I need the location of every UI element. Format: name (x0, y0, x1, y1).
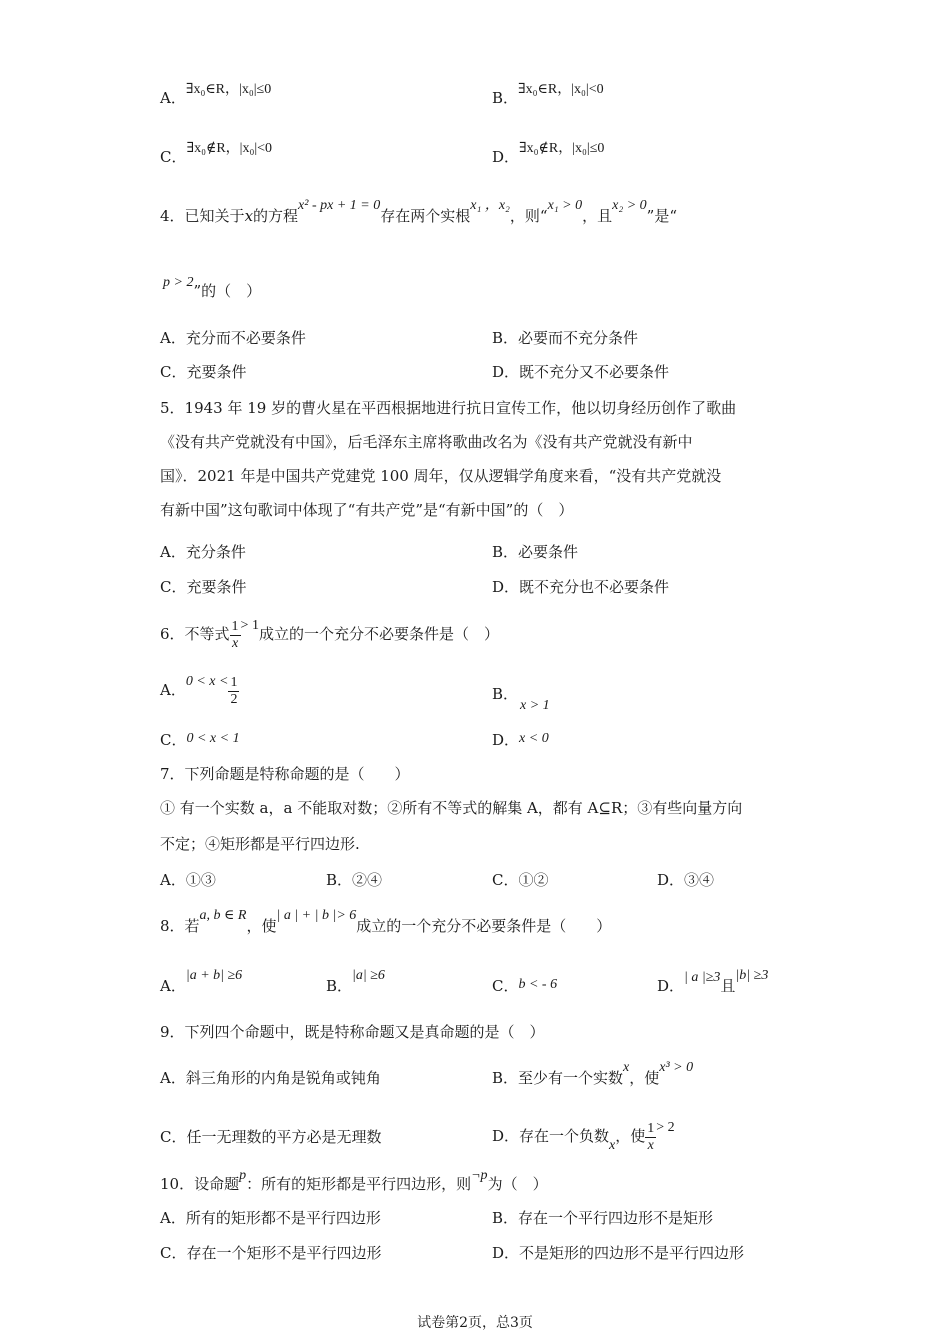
q9-option-a[interactable]: A．斜三角形的内角是锐角或钝角 (160, 1069, 381, 1087)
q9-option-b-x: x (623, 1060, 630, 1075)
q3-option-d[interactable] (492, 141, 605, 169)
q6-option-c-expr: 0 < x < 1 (186, 731, 240, 746)
q3-option-a[interactable] (160, 82, 272, 110)
q3-option-c-text: C． (160, 148, 187, 166)
q10-p: p (239, 1168, 247, 1183)
q6-option-c[interactable] (160, 730, 240, 752)
q4-text-7: ”的（ ） (193, 282, 262, 300)
q4-text-3: 存在两个实根 (380, 207, 471, 225)
q8-option-d-expr-1: | a |≥3 (684, 970, 721, 985)
q4-cond-2: x₂ > 0 (612, 198, 647, 213)
q7-statements-2: 不定；④矩形都是平行四边形. (160, 835, 360, 853)
q5-option-c[interactable]: C．充要条件 (160, 578, 247, 596)
q9-option-b[interactable] (492, 1060, 694, 1090)
q6-fraction (230, 619, 241, 652)
q8-cond: a, b ∈ R (199, 908, 247, 923)
q7-stem: 7．下列命题是特称命题的是（ ） (160, 765, 410, 783)
q8-option-b-expr: |a| ≥6 (352, 968, 385, 983)
q7-option-a[interactable]: A．①③ (160, 871, 216, 889)
q5-line-2: 《没有共产党就没有中国》，后毛泽东主席将歌曲改名为《没有共产党就没有新中 (160, 433, 693, 451)
q4-cond-3: p > 2 (163, 275, 194, 290)
q10-number: 10．设命题 (160, 1175, 240, 1193)
q6-stem (160, 614, 499, 656)
q6-option-b-label: B． (492, 685, 519, 703)
q6-option-a-expr: 0 < x < (185, 674, 229, 689)
q9-option-b-text: B．至少有一个实数 (492, 1069, 624, 1087)
q10-not-p: ¬p (471, 1168, 488, 1183)
q8-option-c-expr: b < - 6 (518, 977, 558, 992)
q10-text-1: ：所有的矩形都是平行四边形，则 (246, 1175, 472, 1193)
q4-text-2: 的方程 (253, 207, 299, 225)
q6-option-b-expr-wrap (520, 694, 550, 716)
q9-option-c[interactable]: C．任一无理数的平方必是无理数 (160, 1128, 382, 1146)
q4-equation: x² - px + 1 = 0 (298, 198, 381, 213)
q8-option-a-label: A． (160, 977, 186, 995)
q4-number: 4． (160, 207, 185, 225)
q9-option-d-gt: > 2 (656, 1120, 675, 1135)
q8-text-1: ，使 (246, 917, 277, 935)
q7-option-d[interactable]: D．③④ (657, 871, 715, 889)
q6-option-a-frac-den: 2 (230, 691, 238, 707)
q3-option-a-text: A． (160, 89, 186, 107)
q6-option-c-label: C． (160, 731, 187, 749)
q4-cond-1: x₁ > 0 (547, 198, 583, 213)
q10-option-b[interactable]: B．存在一个平行四边形不是矩形 (492, 1209, 714, 1227)
q6-text: 6．不等式 (160, 625, 230, 643)
q4-stem-cont (163, 275, 262, 303)
q5-line-3: 国》．2021 年是中国共产党建党 100 周年，仅从逻辑学角度来看，“没有共产党就没 (160, 467, 722, 485)
q3-option-c-expr: ∃x₀∉R，|x₀|<0 (186, 141, 273, 156)
q6-option-a-fraction (228, 675, 239, 708)
q4-text-5: ，且 (582, 207, 613, 225)
q6-option-d-label: D． (492, 731, 520, 749)
q6-option-d[interactable] (492, 730, 549, 752)
q4-roots: x₁ ，x₂ (470, 198, 510, 213)
q6-frac-num: 1 (231, 618, 239, 634)
q6-tail: 成立的一个充分不必要条件是（ ） (258, 625, 499, 643)
q6-gt: > 1 (240, 618, 259, 633)
q9-option-d-frac-den: x (647, 1137, 654, 1153)
q5-option-a[interactable]: A．充分条件 (160, 543, 246, 561)
q8-option-d-expr-2: |b| ≥3 (735, 968, 769, 983)
q10-option-c[interactable]: C．存在一个矩形不是平行四边形 (160, 1244, 382, 1262)
q8-text-2: 成立的一个充分不必要条件是（ ） (356, 917, 612, 935)
q7-option-b[interactable]: B．②④ (326, 871, 383, 889)
q8-option-d-label: D． (657, 977, 685, 995)
q4-option-a[interactable]: A．充分而不必要条件 (160, 329, 306, 347)
q3-option-b-expr: ∃x₀∈R，|x₀|<0 (518, 82, 604, 97)
q9-option-d-x: x (609, 1138, 616, 1153)
q4-x: x (244, 207, 254, 225)
q6-option-a-frac-num: 1 (230, 674, 238, 690)
q4-option-c[interactable]: C．充要条件 (160, 363, 247, 381)
q8-option-a-expr: |a + b| ≥6 (185, 968, 243, 983)
q6-option-a[interactable] (160, 670, 239, 712)
q6-option-b[interactable] (492, 684, 518, 704)
q10-stem (160, 1168, 548, 1196)
q8-number: 8．若 (160, 917, 200, 935)
q8-option-c-label: C． (492, 977, 519, 995)
q4-text-1: 已知关于 (184, 207, 245, 225)
q5-option-d[interactable]: D．既不充分也不必要条件 (492, 578, 670, 596)
q9-option-b-mid: ，使 (629, 1069, 660, 1087)
q8-option-b-label: B． (326, 977, 353, 995)
q10-option-a[interactable]: A．所有的矩形都不是平行四边形 (160, 1209, 381, 1227)
q4-option-b[interactable]: B．必要而不充分条件 (492, 329, 639, 347)
q10-option-d[interactable]: D．不是矩形的四边形不是平行四边形 (492, 1244, 745, 1262)
q3-option-d-text: D． (492, 148, 520, 166)
q8-option-d[interactable] (657, 968, 769, 998)
q5-line-4: 有新中国”这句歌词中体现了“有共产党”是“有新中国”的（ ） (160, 501, 574, 519)
q9-option-b-expr: x³ > 0 (659, 1060, 694, 1075)
q8-option-b[interactable] (326, 968, 385, 998)
q9-stem: 9．下列四个命题中，既是特称命题又是真命题的是（ ） (160, 1023, 545, 1041)
q9-option-d-text: D．存在一个负数 (492, 1127, 610, 1145)
q6-option-b-expr: x > 1 (520, 698, 550, 713)
q4-text-6: ”是“ (646, 207, 678, 225)
q9-option-d-frac-num: 1 (647, 1120, 655, 1136)
q3-option-b[interactable] (492, 82, 604, 110)
q8-stem (160, 908, 612, 938)
q3-option-a-expr: ∃x₀∈R，|x₀|≤0 (185, 82, 272, 97)
q3-option-d-expr: ∃x₀∉R，|x₀|≤0 (519, 141, 605, 156)
q5-option-b[interactable]: B．必要条件 (492, 543, 579, 561)
q3-option-b-text: B． (492, 89, 519, 107)
q7-statements-1: ① 有一个实数 a，a 不能取对数；②所有不等式的解集 A，都有 A⊆R；③有些向量方向 (160, 799, 743, 817)
q4-option-d[interactable]: D．既不充分又不必要条件 (492, 363, 670, 381)
q8-option-a[interactable] (160, 968, 243, 998)
q8-inequality: | a | + | b |> 6 (276, 908, 357, 923)
q3-option-c[interactable] (160, 141, 273, 169)
q6-frac-den: x (231, 635, 239, 651)
q5-line-1: 5．1943 年 19 岁的曹火星在平西根据地进行抗日宣传工作，他以切身经历创作了歌曲 (160, 399, 737, 417)
q9-option-d[interactable] (492, 1116, 675, 1158)
q4-stem (160, 198, 678, 228)
q8-option-d-and: 且 (720, 977, 736, 995)
q4-text-4: ，则“ (509, 207, 548, 225)
q9-option-d-mid: ，使 (615, 1127, 646, 1145)
q9-option-d-fraction (645, 1121, 656, 1154)
q8-option-c[interactable] (492, 976, 557, 998)
q6-option-a-label: A． (160, 681, 186, 699)
q7-option-c[interactable]: C．①② (492, 871, 549, 889)
q6-option-d-expr: x < 0 (519, 731, 549, 746)
page-footer: 试卷第2页，总3页 (417, 1315, 533, 1331)
q10-text-2: 为（ ） (487, 1175, 548, 1193)
